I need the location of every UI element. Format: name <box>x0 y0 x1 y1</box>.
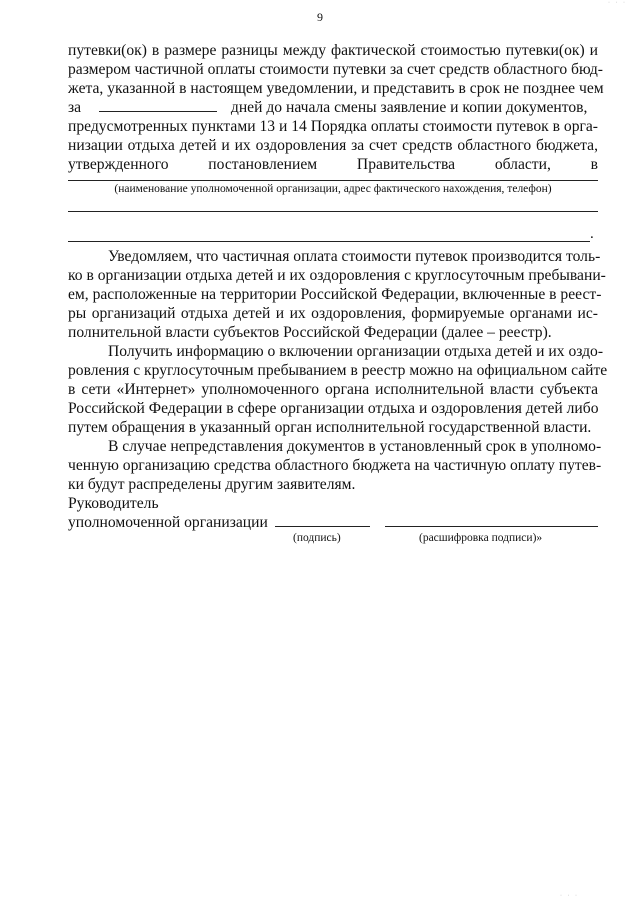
paragraph-2-line-4: ры организаций отдыха детей и их оздоровления, формируемые органами ис- <box>68 305 598 322</box>
organization-blank-line-1[interactable] <box>68 180 598 181</box>
organization-blank-line-3[interactable] <box>68 241 590 242</box>
paragraph-4-line-1: В случае непредставления документов в установленный срок в уполномо- <box>108 438 602 455</box>
paragraph-1-line-3: жета, указанной в настоящем уведомлении, и представить в срок не позднее чем <box>68 80 604 97</box>
paragraph-1-line-4 <box>68 99 598 117</box>
paragraph-3-line-5: путем обращения в указанный орган исполнительной государственной власти. <box>68 419 592 436</box>
blank-line-end-dot: . <box>590 226 594 242</box>
paragraph-4-line-2: ченную организацию средства областного бюджета на частичную оплату путев- <box>68 457 602 474</box>
paragraph-1-line-7: утвержденного постановлением Правительства области, в <box>68 156 598 173</box>
signature-blank[interactable] <box>275 526 370 527</box>
paragraph-2-line-3: ем, расположенные на территории Российской Федерации, включенные в реест- <box>68 286 602 303</box>
signature-caption: (подпись) <box>293 532 341 544</box>
signature-decode-caption: (расшифровка подписи)» <box>419 532 543 544</box>
paragraph-3-line-1: Получить информацию о включении организации отдыха детей и их оздо- <box>108 343 604 360</box>
paragraph-1-line-1: путевки(ок) в размере разницы между фактической стоимостью путевки(ок) и <box>68 42 598 59</box>
scan-mark-top: · · · <box>608 0 627 6</box>
days-suffix: дней до начала смены заявление и копии документов, <box>230 99 588 116</box>
paragraph-4-line-3: ки будут распределены другим заявителям. <box>68 476 356 493</box>
signature-title-line-2: уполномоченной организации <box>68 514 268 531</box>
scan-mark-bottom: · · · <box>560 893 579 899</box>
paragraph-2-line-5: полнительной власти субъектов Российской Федерации (далее – реестр). <box>68 324 552 341</box>
paragraph-2-line-2: ко в организации отдыха детей и их оздоровления с круглосуточным пребывани- <box>68 267 606 284</box>
organization-blank-line-2[interactable] <box>68 211 598 212</box>
signature-decode-blank[interactable] <box>385 526 598 527</box>
paragraph-1-line-2: размером частичной оплаты стоимости путевки за счет средств областного бюд- <box>68 61 603 78</box>
paragraph-2-line-1: Уведомляем, что частичная оплата стоимости путевок производится толь- <box>108 248 601 265</box>
signature-title-line-1: Руководитель <box>68 495 159 512</box>
paragraph-3-line-2: ровления с круглосуточным пребыванием в реестр можно на официальном сайте <box>68 362 608 379</box>
paragraph-1-line-5: предусмотренных пунктами 13 и 14 Порядка оплаты стоимости путевок в орга- <box>68 118 598 135</box>
paragraph-3-line-4: Российской Федерации в сфере организации отдыха и оздоровления детей либо <box>68 400 599 417</box>
days-prefix: за <box>68 99 82 116</box>
days-blank-field[interactable] <box>99 99 217 112</box>
paragraph-3-line-3: в сети «Интернет» уполномоченного органа исполнительной власти субъекта <box>68 381 598 398</box>
page-number: 9 <box>317 10 323 24</box>
paragraph-1-line-6: низации отдыха детей и их оздоровления за счет средств областного бюджета, <box>68 137 598 154</box>
organization-caption: (наименование уполномоченной организации, адрес фактического нахождения, телефон) <box>114 183 552 195</box>
